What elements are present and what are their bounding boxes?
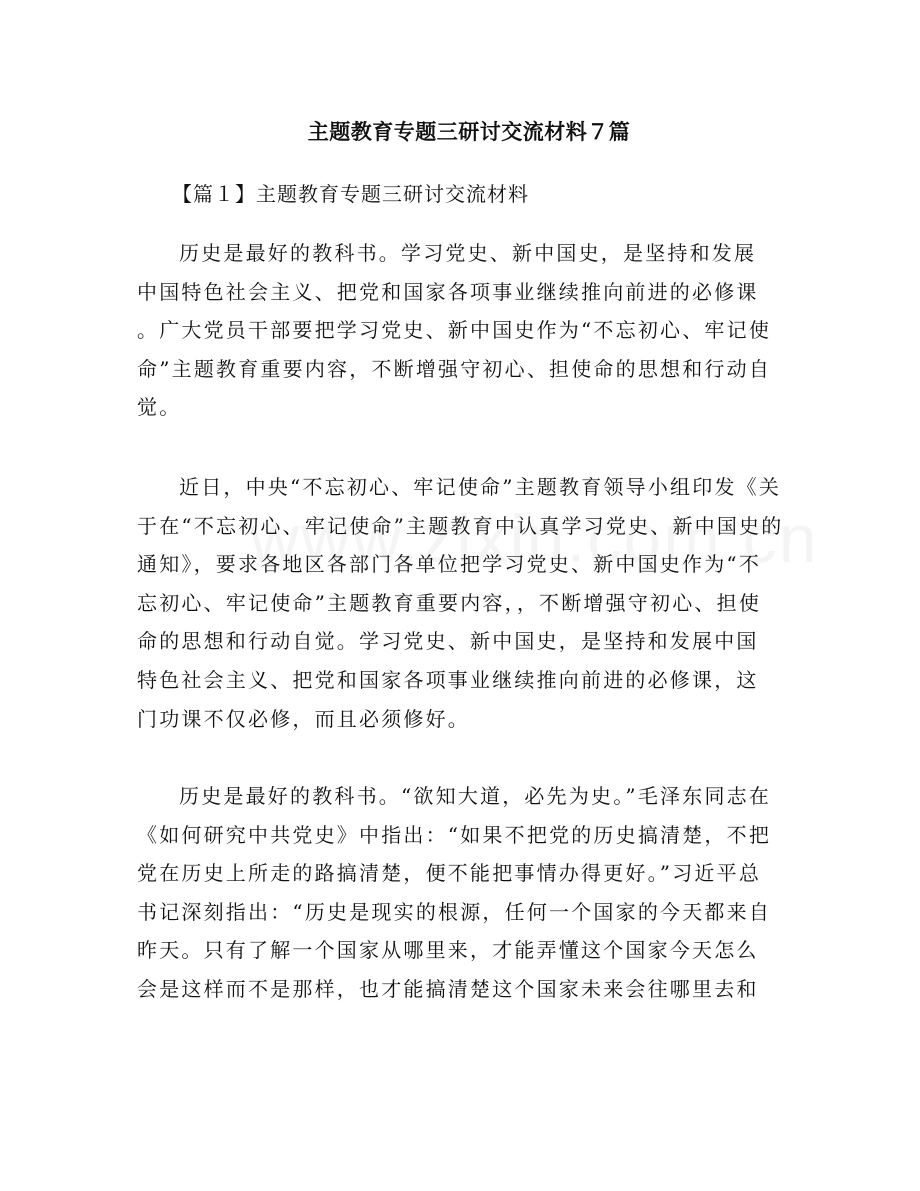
- paragraph-line: 《如何研究中共党史》中指出：“如果不把党的历史搞清楚，不把: [137, 822, 772, 847]
- paragraph-line: 觉。: [137, 395, 182, 420]
- paragraph-line: 门功课不仅必修，而且必须修好。: [137, 706, 470, 731]
- paragraph-line: 。广大党员干部要把学习党史、新中国史作为“不忘初心、牢记使: [137, 318, 772, 343]
- paragraph-line: 忘初心、牢记使命”主题教育重要内容，，不断增强守初心、担使: [137, 590, 762, 615]
- paragraph-line: 历史是最好的教科书。“欲知大道，必先为史。”毛泽东同志在: [179, 784, 772, 808]
- paragraph-2: [137, 468, 785, 738]
- paragraph-line: 会是这样而不是那样，也才能搞清楚这个国家未来会往哪里去和: [137, 976, 759, 1001]
- paragraph-1: [137, 234, 785, 427]
- paragraph-line: 通知》，要求各地区各部门各单位把学习党史、新中国史作为“不: [137, 552, 762, 577]
- document-title: 主题教育专题三研讨交流材料７篇: [307, 120, 631, 144]
- paragraph-line: 书记深刻指出：“历史是现实的根源，任何一个国家的今天都来自: [137, 899, 772, 924]
- section-heading: 【篇１】主题教育专题三研讨交流材料: [172, 182, 529, 206]
- paragraph-line: 近日，中央“不忘初心、牢记使命”主题教育领导小组印发《关: [179, 475, 782, 499]
- paragraph-line: 中国特色社会主义、把党和国家各项事业继续推向前进的必修课: [137, 279, 759, 304]
- paragraph-line: 历史是最好的教科书。学习党史、新中国史，是坚持和发展: [179, 241, 757, 265]
- paragraph-line: 命的思想和行动自觉。学习党史、新中国史，是坚持和发展中国: [137, 629, 759, 654]
- paragraph-line: 昨天。只有了解一个国家从哪里来，才能弄懂这个国家今天怎么: [137, 938, 759, 963]
- paragraph-line: 特色社会主义、把党和国家各项事业继续推向前进的必修课，这: [137, 667, 759, 692]
- paragraph-line: 命”主题教育重要内容，不断增强守初心、担使命的思想和行动自: [137, 356, 772, 381]
- paragraph-line: 党在历史上所走的路搞清楚，便不能把事情办得更好。”习近平总: [137, 861, 762, 886]
- paragraph-line: 于在“不忘初心、牢记使命”主题教育中认真学习党史、新中国史的: [137, 513, 784, 538]
- paragraph-3: [137, 777, 785, 1009]
